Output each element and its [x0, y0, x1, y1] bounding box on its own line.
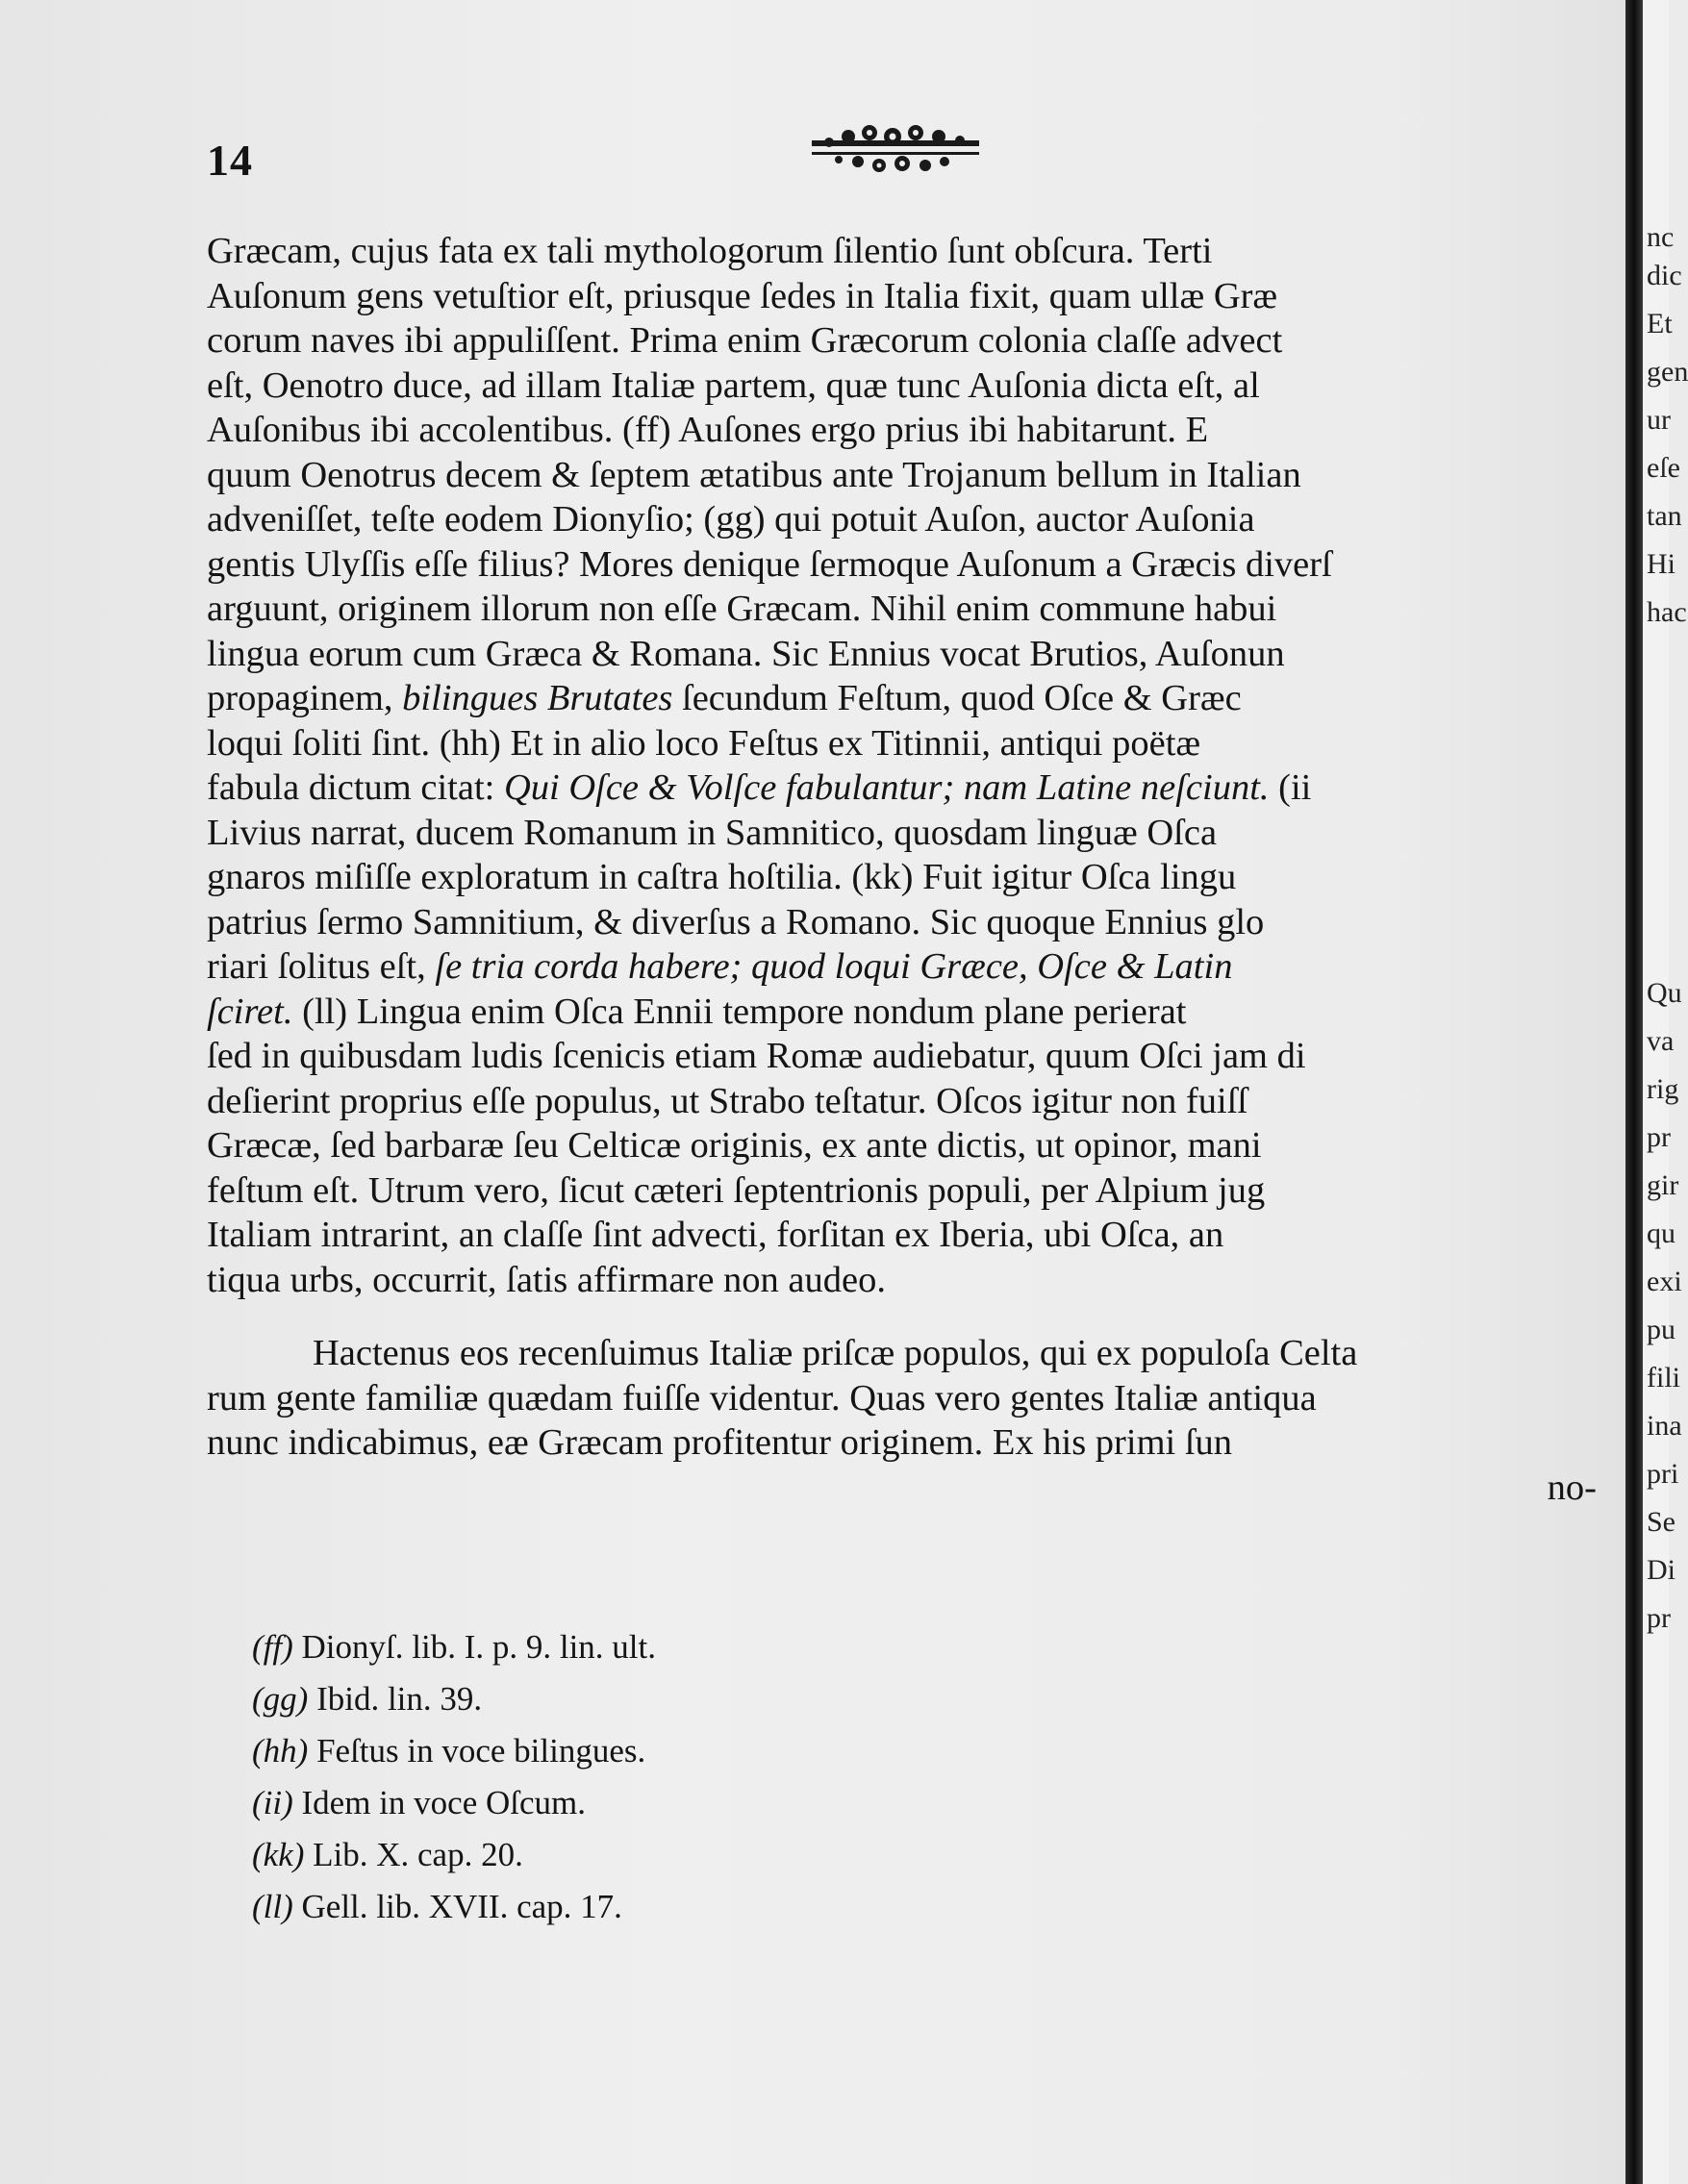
text-line: deſierint proprius eſſe populus, ut Strabo teſtatur. Oſcos igitur non fuiſſ: [207, 1080, 1248, 1121]
facing-fragment: Hi: [1647, 548, 1675, 580]
footnote-text: Idem in voce Oſcum.: [301, 1784, 586, 1821]
footnote-text: Ibid. lin. 39.: [316, 1680, 483, 1718]
facing-fragment: tan: [1647, 500, 1682, 532]
footnote-text: Feſtus in voce bilingues.: [316, 1732, 646, 1770]
facing-fragment: pri: [1647, 1458, 1679, 1490]
italic-phrase: ſciret.: [207, 991, 293, 1032]
footnote-ref: (gg): [252, 1680, 309, 1718]
book-gutter: [1625, 0, 1643, 2184]
text-line: quum Oenotrus decem & ſeptem ætatibus ante Trojanum bellum in Italian: [207, 454, 1301, 495]
text-line: nunc indicabimus, eæ Græcam profitentur originem. Ex his primi ſun: [207, 1422, 1233, 1463]
footnote: [252, 1673, 1118, 1725]
text-line: rum gente familiæ quædam fuiſſe videntur. Quas vero gentes Italiæ antiqua: [207, 1377, 1317, 1418]
catchword: no-: [1547, 1467, 1597, 1508]
footnote: [252, 1777, 1118, 1829]
facing-fragment: va: [1647, 1025, 1675, 1057]
text-line: ſciret. (ll) Lingua enim Oſca Ennii tempore nondum plane perierat: [207, 991, 1187, 1032]
facing-fragment: Qu: [1647, 977, 1682, 1009]
footnote: [252, 1881, 1118, 1933]
footnote-ref: (ii): [252, 1784, 293, 1821]
text-line: gnaros miſiſſe exploratum in caſtra hoſtilia. (kk) Fuit igitur Oſca lingu: [207, 857, 1237, 897]
facing-fragment: pr: [1647, 1121, 1671, 1153]
text-line: feſtum eſt. Utrum vero, ſicut cæteri ſeptentrionis populi, per Alpium jug: [207, 1169, 1266, 1211]
facing-fragment: gir: [1647, 1169, 1679, 1201]
text-line: Auſonum gens vetuſtior eſt, priusque ſedes in Italia fixit, quam ullæ Græ: [207, 275, 1278, 316]
italic-phrase: Qui Oſce & Volſce fabulantur; nam Latine neſciunt.: [503, 767, 1270, 808]
text-line: Græcæ, ſed barbaræ ſeu Celticæ originis, ex ante dictis, ut opinor, mani: [207, 1125, 1262, 1166]
footnote: [252, 1829, 1118, 1881]
text-line: propaginem, bilingues Brutates ſecundum Feſtum, quod Oſce & Græc: [207, 678, 1242, 718]
facing-fragment: rig: [1647, 1073, 1679, 1105]
text-line: lingua eorum cum Græca & Romana. Sic Ennius vocat Brutios, Auſonun: [207, 633, 1285, 674]
facing-fragment: gen: [1647, 356, 1688, 388]
facing-fragment: qu: [1647, 1218, 1675, 1249]
facing-fragment: pr: [1647, 1602, 1671, 1634]
footnote: [252, 1621, 1118, 1673]
footnote-ref: (ff): [252, 1628, 293, 1666]
facing-fragment: hac: [1647, 596, 1687, 628]
facing-page-edge: [1643, 0, 1688, 2184]
text-line: corum naves ibi appuliſſent. Prima enim Græcorum colonia claſſe advect: [207, 320, 1283, 361]
main-text: [207, 229, 1616, 1510]
footnote: [252, 1725, 1118, 1777]
text-line: Italiam intrarint, an claſſe ſint advecti, forſitan ex Iberia, ubi Oſca, an: [207, 1215, 1224, 1255]
footnote-text: Dionyſ. lib. I. p. 9. lin. ult.: [301, 1628, 656, 1666]
page-number: 14: [207, 136, 253, 185]
italic-phrase: ſe tria corda habere; quod loqui Græce, Oſce & Latin: [435, 946, 1233, 987]
footnote-text: Gell. lib. XVII. cap. 17.: [301, 1888, 622, 1925]
facing-fragment: eſe: [1647, 452, 1680, 484]
paragraph-gap: [207, 1302, 1616, 1331]
facing-fragment: fili: [1647, 1362, 1680, 1393]
footnote-ref: (ll): [252, 1888, 293, 1925]
text-line: eſt, Oenotro duce, ad illam Italiæ partem, quæ tunc Auſonia dicta eſt, al: [207, 364, 1260, 406]
text-line: Hactenus eos recenſuimus Italiæ priſcæ populos, qui ex populoſa Celta: [313, 1333, 1358, 1373]
text-line: gentis Ulyſſis eſſe filius? Mores denique ſermoque Auſonum a Græcis diverſ: [207, 543, 1332, 585]
footnote-text: Lib. X. cap. 20.: [313, 1836, 523, 1873]
footnotes: [252, 1621, 1118, 1933]
facing-fragment: ur: [1647, 404, 1671, 436]
text-line: fabula dictum citat: Qui Oſce & Volſce fabulantur; nam Latine neſciunt. (ii: [207, 767, 1312, 808]
facing-fragment: Se: [1647, 1506, 1675, 1538]
footnote-ref: (hh): [252, 1732, 309, 1770]
text-line: loqui ſoliti ſint. (hh) Et in alio loco Feſtus ex Titinnii, antiqui poëtæ: [207, 722, 1201, 764]
text-line: Livius narrat, ducem Romanum in Samnitico, quosdam linguæ Oſca: [207, 812, 1218, 853]
facing-fragment: Et: [1647, 308, 1673, 339]
text-line: riari ſolitus eſt, ſe tria corda habere; quod loqui Græce, Oſce & Latin: [207, 946, 1233, 987]
text-line: Græcam, cujus fata ex tali mythologorum ſilentio ſunt obſcura. Terti: [207, 231, 1213, 271]
facing-fragment: dic: [1647, 260, 1682, 291]
text-line: ſed in quibusdam ludis ſcenicis etiam Romæ audiebatur, quum Oſci jam di: [207, 1036, 1306, 1076]
text-line: patrius ſermo Samnitium, & diverſus a Romano. Sic quoque Ennius glo: [207, 901, 1265, 942]
facing-fragment: nc: [1647, 221, 1675, 253]
decorative-floral-headpiece-icon: [810, 123, 981, 173]
facing-fragment: ina: [1647, 1410, 1682, 1442]
footnote-ref: (kk): [252, 1836, 305, 1873]
facing-fragment: Di: [1647, 1554, 1675, 1586]
italic-phrase: bilingues Brutates: [402, 678, 673, 718]
facing-fragment: pu: [1647, 1314, 1675, 1345]
text-line: tiqua urbs, occurrit, ſatis affirmare non audeo.: [207, 1259, 886, 1300]
text-line: Auſonibus ibi accolentibus. (ff) Auſones ergo prius ibi habitarunt. E: [207, 410, 1209, 450]
facing-fragment: exi: [1647, 1266, 1682, 1297]
text-line: adveniſſet, teſte eodem Dionyſio; (gg) qui potuit Auſon, auctor Auſonia: [207, 499, 1255, 540]
text-line: arguunt, originem illorum non eſſe Græcam. Nihil enim commune habui: [207, 589, 1277, 629]
